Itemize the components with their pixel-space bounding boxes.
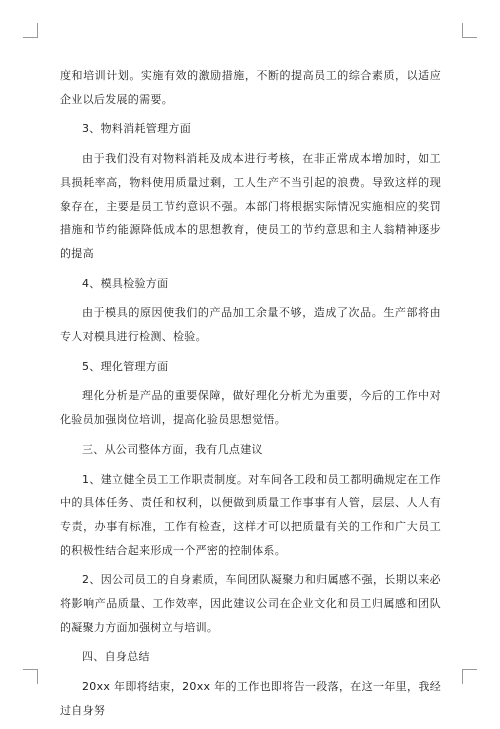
crop-mark-top-left: [23, 23, 38, 38]
crop-mark-bottom-left: [23, 669, 38, 684]
paragraph-molds: 由于模具的原因使我们的产品加工余量不够，造成了次品。生产部将由专人对模具进行检测、检验。: [60, 306, 441, 344]
paragraph-materials: 由于我们没有对物料消耗及成本进行考核，在非正常成本增加时，如工具损耗率高，物料使用质量过剩，工人生产不当引起的浪费。导致这样的现象存在，主要是员工节约意识不强。本部门将根据实际情况实施相应的奖罚措施和节约能源降低成本的思想教育，使员工的节约意思和主人翁精神逐步的提高: [60, 152, 441, 260]
document-body: [60, 64, 441, 729]
section-heading-materials: 3、物料消耗管理方面: [82, 122, 191, 136]
crop-mark-bottom-right: [462, 669, 477, 684]
section-heading-molds: 4、模具检验方面: [82, 276, 169, 290]
paragraph-physchem: 理化分析是产品的重要保障，做好理化分析尤为重要，今后的工作中对化验员加强岗位培训，提高化验员思想觉悟。: [60, 389, 441, 427]
paragraph-continuation: 度和培训计划。实施有效的激励措施，不断的提高员工的综合素质，以适应企业以后发展的需要。: [60, 69, 441, 106]
section-heading-physchem: 5、理化管理方面: [82, 359, 169, 373]
crop-mark-top-right: [462, 23, 477, 38]
section-heading-suggestions: 三、从公司整体方面，我有几点建议: [82, 442, 263, 456]
paragraph-suggestion-1: 1、建立健全员工工作职责制度。对车间各工段和员工都明确规定在工作中的具体任务、责任和权利，以便做到质量工作事事有人管，层层、人人有专责，办事有标准，工作有检查，这样才可以把质量有关的工作和广大员工的积极性结合起来形成一个严密的控制体系。: [60, 472, 441, 557]
paragraph-suggestion-2: 2、因公司员工的自身素质，车间团队凝聚力和归属感不强，长期以来必将影响产品质量、工作效率，因此建议公司在企业文化和员工归属感和团队的凝聚力方面加强树立与培训。: [60, 573, 441, 634]
section-heading-self-summary: 四、自身总结: [82, 650, 150, 664]
paragraph-self-summary: 20xx 年即将结束，20xx 年的工作也即将告一段落，在这一年里，我经过自身努: [60, 680, 441, 717]
